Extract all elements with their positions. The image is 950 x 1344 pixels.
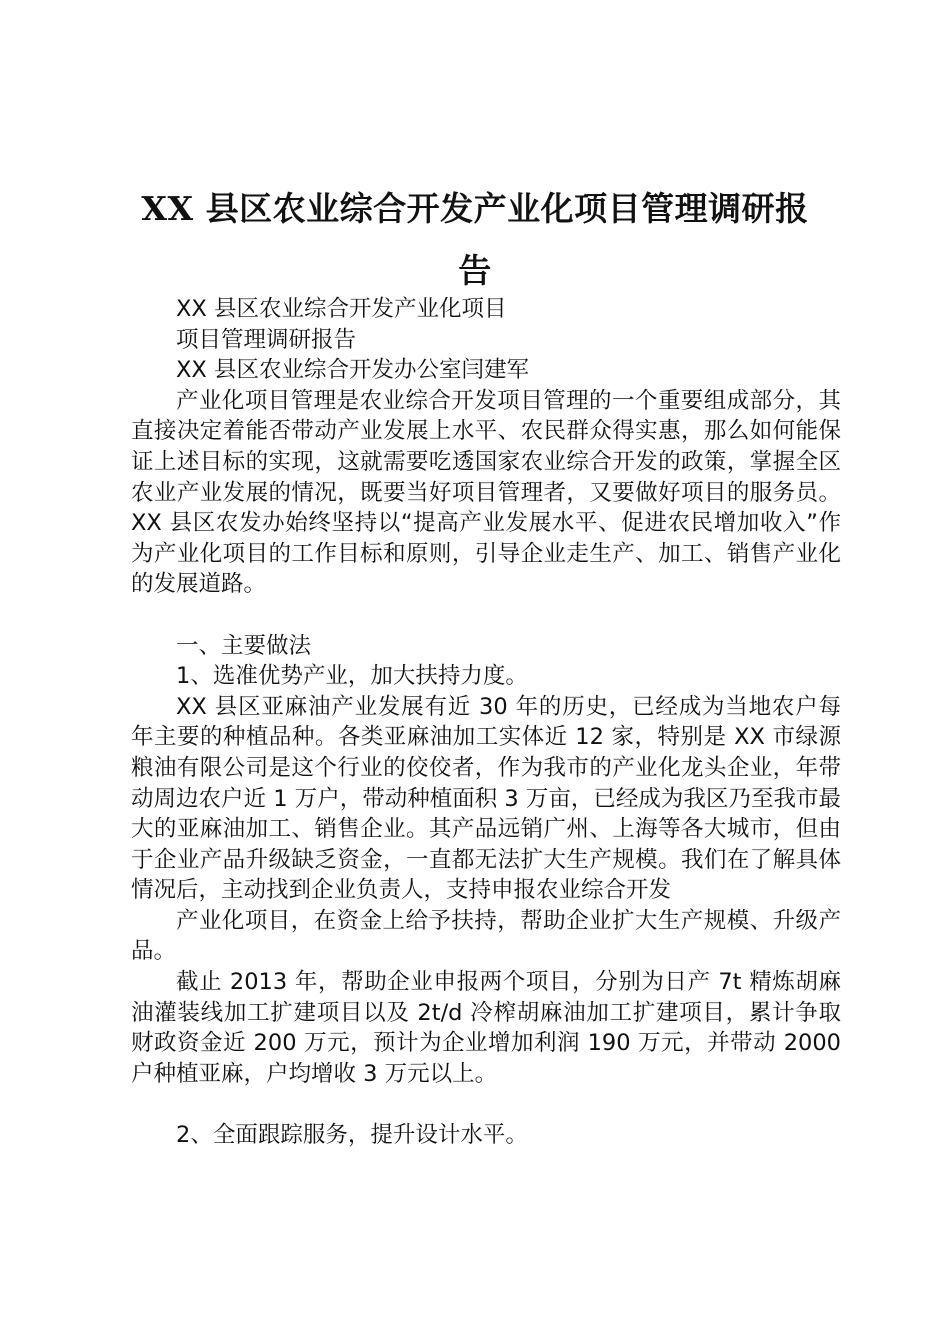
author-line: XX 县区农业综合开发办公室闫建军 xyxy=(176,357,529,384)
document-title: XX 县区农业综合开发产业化项目管理调研报告 xyxy=(141,189,809,290)
subsection-heading-1: 1、选准优势产业，加大扶持力度。 xyxy=(176,663,528,690)
body-paragraph-2: 产业化项目，在资金上给予扶持，帮助企业扩大生产规模、升级产品。 xyxy=(131,907,841,965)
body-paragraph-1: XX 县区亚麻油产业发展有近 30 年的历史，已经成为当地农户每年主要的种植品种。各类亚麻油加工实体近 12 家，特别是 XX 市绿源粮油有限公司是这个行业的佼佼者，作为我市的产业化龙头企业，年带动周边农户近 1 万户，带动种植面积 3 万亩，已经成为我区乃至我市最大的亚麻油加工、销售企业。其产品远销广州、上海等各大城市，但由于企业产品升级缺乏资金，一直都无法扩大生产规模。我们在了解具体情况后，主动找到企业负责人，支持申报农业综合开发 xyxy=(131,693,841,904)
subtitle-line-1: XX 县区农业综合开发产业化项目 xyxy=(176,296,507,322)
body-paragraph-3: 截止 2013 年，帮助企业申报两个项目，分别为日产 7t 精炼胡麻油灌装线加工扩建项目以及 2t/d 冷榨胡麻油加工扩建项目，累计争取财政资金近 200 万元，预计为企业增加利润 190 万元，并带动 2000 户种植亚麻，户均增收 3 万元以上。 xyxy=(131,969,841,1087)
subtitle-line-2: 项目管理调研报告 xyxy=(176,326,357,353)
intro-paragraph: 产业化项目管理是农业综合开发项目管理的一个重要组成部分，其直接决定着能否带动产业发展上水平、农民群众得实惠，那么如何能保证上述目标的实现，这就需要吃透国家农业综合开发的政策，掌握全区农业产业发展的情况，既要当好项目管理者，又要做好项目的服务员。XX 县区农发办始终坚持以“提高产业发展水平、促进农民增加收入”作为产业化项目的工作目标和原则，引导企业走生产、加工、销售产业化的发展道路。 xyxy=(131,387,841,598)
paragraph-spacer xyxy=(131,1089,841,1120)
subsection-heading-2: 2、全面跟踪服务，提升设计水平。 xyxy=(176,1122,528,1149)
section-heading: 一、主要做法 xyxy=(176,632,312,659)
document-body xyxy=(131,294,841,1151)
paragraph-spacer xyxy=(131,600,841,631)
